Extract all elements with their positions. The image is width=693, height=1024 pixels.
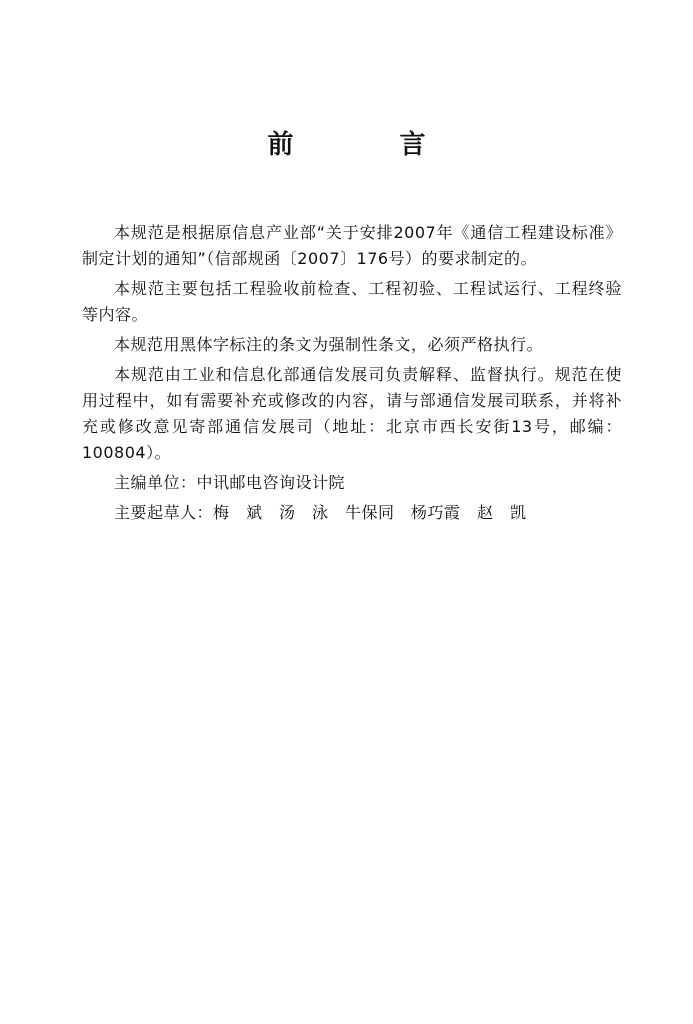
paragraph-mandatory: 本规范用黑体字标注的条文为强制性条文，必须严格执行。 — [114, 335, 544, 354]
paragraph-drafters: 主要起草人：梅 斌 汤 泳 牛保同 杨巧霞 赵 凯 — [114, 503, 527, 522]
paragraph-basis: 本规范是根据原信息产业部“关于安排2007年《通信工程建设标准》制定计划的通知”（信部规函〔2007〕176号）的要求制定的。 — [82, 223, 622, 268]
page-title: 前 言 — [267, 130, 466, 160]
document-body — [82, 220, 622, 526]
paragraph-scope: 本规范主要包括工程验收前检查、工程初验、工程试运行、工程终验等内容。 — [82, 279, 622, 324]
paragraph-contact: 本规范由工业和信息化部通信发展司负责解释、监督执行。规范在使用过程中，如有需要补充或修改的内容，请与部通信发展司联系，并将补充或修改意见寄部通信发展司（地址：北京市西长安街13号，邮编：100804）。 — [82, 365, 622, 462]
paragraph-chief-editor: 主编单位：中讯邮电咨询设计院 — [114, 473, 346, 492]
